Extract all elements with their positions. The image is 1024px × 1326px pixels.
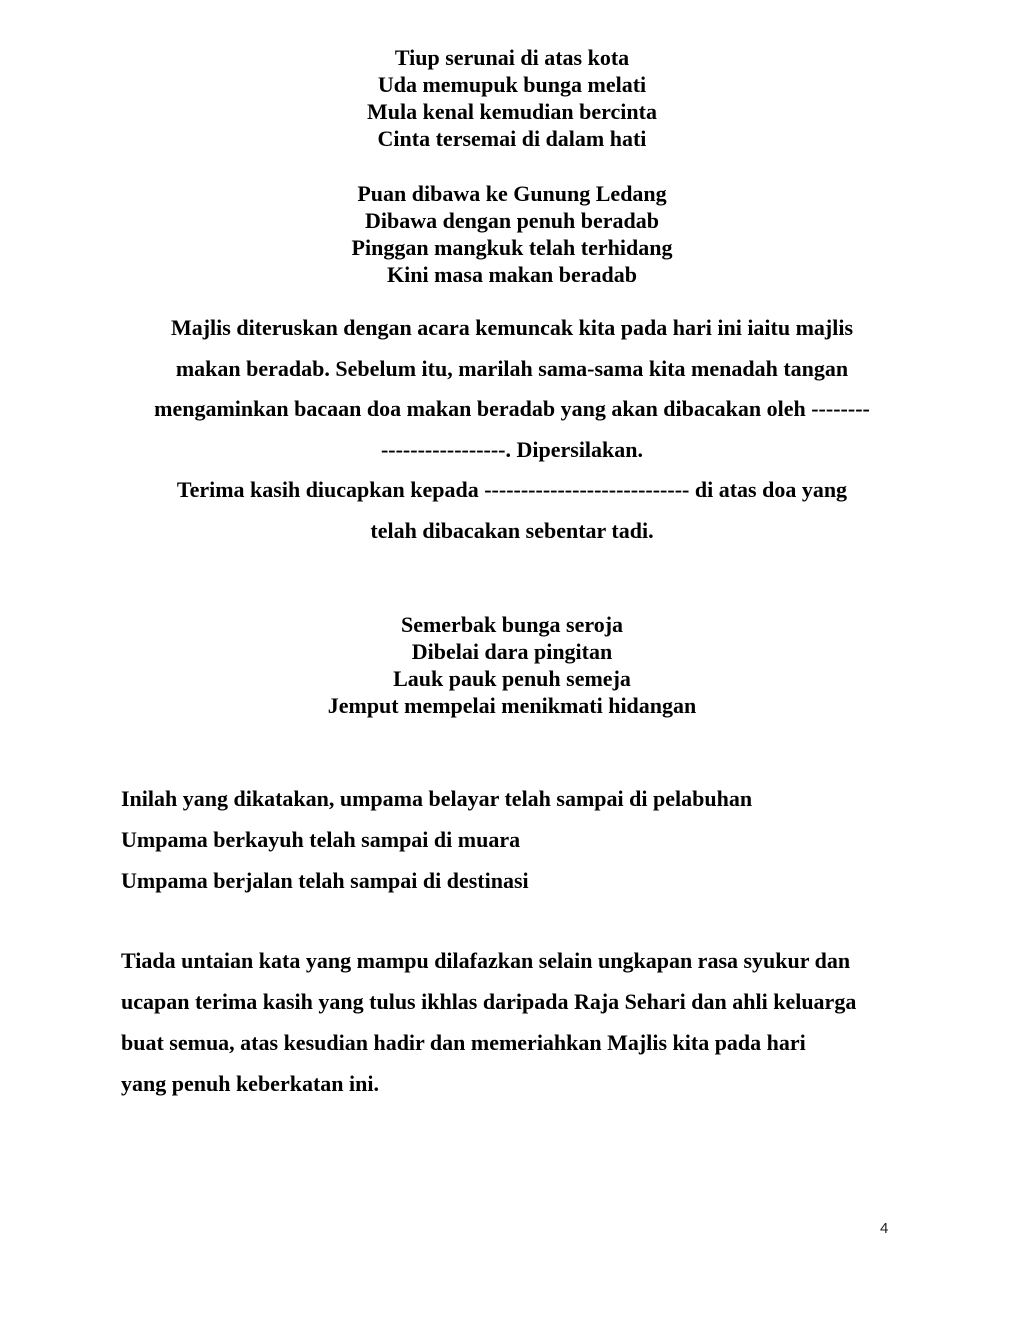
stanza-line: Cinta tersemai di dalam hati (377, 126, 647, 151)
stanza-line: Semerbak bunga seroja (400, 612, 624, 637)
paragraph-line: -----------------. Dipersilakan. (380, 436, 644, 462)
pantun-stanza-1 (0, 44, 1024, 152)
stanza-line: Pinggan mangkuk telah terhidang (351, 235, 673, 260)
paragraph-line: Inilah yang dikatakan, umpama belayar telah sampai di pelabuhan (121, 786, 753, 811)
paragraph-line: Tiada untaian kata yang mampu dilafazkan selain ungkapan rasa syukur dan (121, 948, 851, 973)
stanza-line: Puan dibawa ke Gunung Ledang (357, 181, 667, 206)
paragraph-line: mengaminkan bacaan doa makan beradab yang akan dibacakan oleh -------- (154, 396, 870, 421)
pantun-stanza-2 (0, 180, 1024, 288)
stanza-line: Kini masa makan beradab (387, 262, 637, 287)
inilah-paragraph (121, 778, 921, 901)
paragraph-line: Umpama berjalan telah sampai di destinasi (121, 868, 529, 893)
paragraph-line: telah dibacakan sebentar tadi. (370, 517, 654, 543)
page-number: 4 (880, 1220, 889, 1237)
majlis-paragraph (110, 308, 914, 551)
paragraph-line: makan beradab. Sebelum itu, marilah sama-sama kita menadah tangan (175, 355, 849, 381)
paragraph-line: buat semua, atas kesudian hadir dan memeriahkan Majlis kita pada hari (121, 1030, 806, 1055)
stanza-line: Lauk pauk penuh semeja (393, 666, 631, 691)
paragraph-line: ucapan terima kasih yang tulus ikhlas daripada Raja Sehari dan ahli keluarga (121, 989, 857, 1014)
pantun-stanza-3 (0, 611, 1024, 719)
paragraph-line: Umpama berkayuh telah sampai di muara (121, 827, 521, 852)
tiada-paragraph (121, 940, 921, 1104)
paragraph-line: yang penuh keberkatan ini. (121, 1071, 379, 1096)
stanza-line: Jemput mempelai menikmati hidangan (327, 693, 697, 718)
stanza-line: Dibelai dara pingitan (411, 639, 613, 664)
stanza-line: Uda memupuk bunga melati (377, 72, 647, 97)
paragraph-line: Majlis diteruskan dengan acara kemuncak kita pada hari ini iaitu majlis (170, 315, 854, 340)
stanza-line: Dibawa dengan penuh beradab (364, 208, 660, 233)
paragraph-line: Terima kasih diucapkan kepada ---------------------------- di atas doa yang (176, 477, 848, 502)
stanza-line: Mula kenal kemudian bercinta (367, 99, 657, 124)
stanza-line: Tiup serunai di atas kota (394, 45, 630, 70)
